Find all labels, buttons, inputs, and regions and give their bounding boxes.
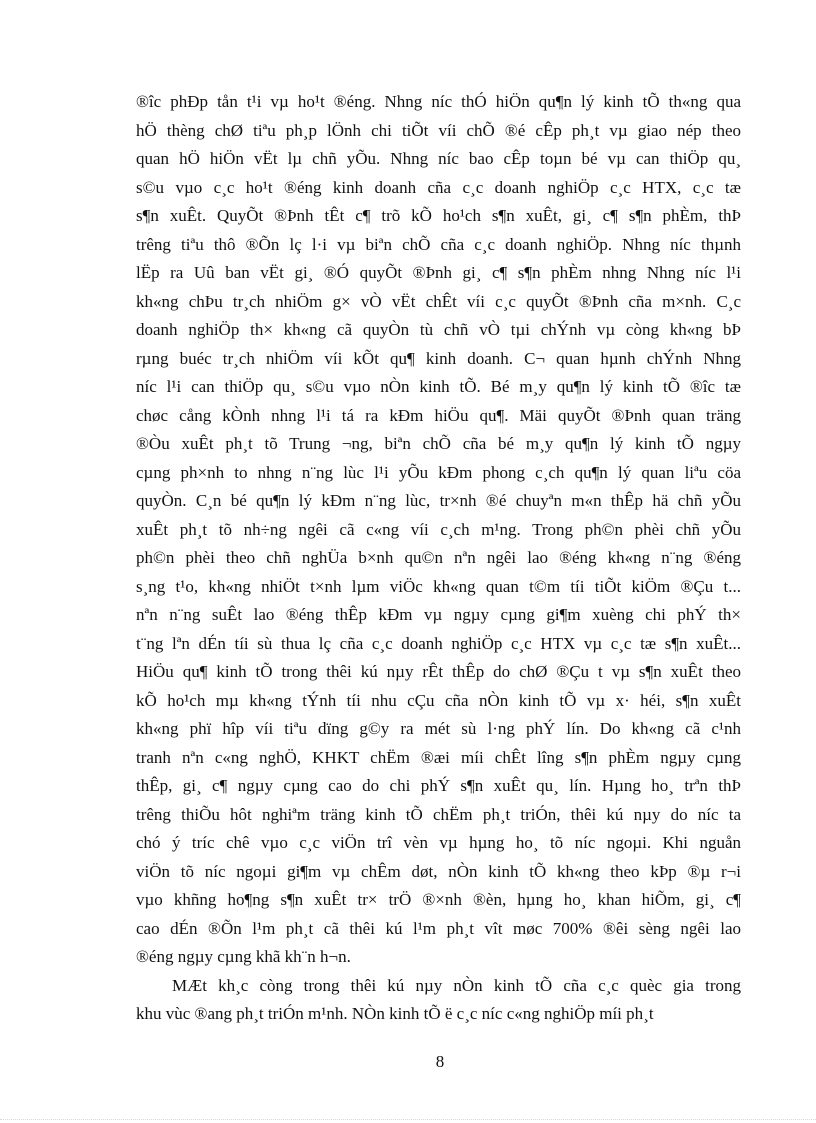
text-line: kh«ng chÞu tr¸ch nhiÖm g× vÒ vËt chÊt víi c¸c quyÕt ®Þnh cña m×nh. C¸c: [136, 291, 741, 311]
text-line: níc l¹i can thiÖp qu¸ s©u vµo nÒn kinh tÕ. Bé m¸y qu¶n lý kinh tÕ ®îc tæ: [136, 377, 741, 396]
text-line: nªn n¨ng suÊt lao ®éng thÊp kÐm vµ ngµy cµng gi¶m xuèng chi phÝ th×: [136, 605, 741, 624]
text-line: s©u vµo c¸c ho¹t ®éng kinh doanh cña c¸c doanh nghiÖp c¸c HTX, c¸c tæ: [136, 177, 741, 197]
text-line: ph©n phèi theo chñ nghÜa b×nh qu©n nªn ngêi lao ®éng kh«ng n¨ng ®éng: [136, 548, 741, 567]
text-line: viÖn tõ níc ngoµi gi¶m vµ chÊm døt, nÒn kinh tÕ kh«ng theo kÞp ®µ r¬i: [136, 861, 741, 881]
text-line: kÕ ho¹ch mµ kh«ng tÝnh tíi nhu cÇu cña nÒn kinh tÕ vµ x· héi, s¶n xuÊt: [136, 690, 741, 710]
paragraph: [136, 972, 741, 1029]
text-line: s¶n xuÊt. QuyÕt ®Þnh tÊt c¶ trõ kÕ ho¹ch s¶n xuÊt, gi¸ c¶ s¶n phÈm, thÞ: [136, 206, 741, 225]
text-line: ®Òu xuÊt ph¸t tõ Trung ¬ng, biªn chÕ cña bé m¸y qu¶n lý kinh tÕ ngµy: [136, 434, 741, 453]
text-line: MÆt kh¸c còng trong thêi kú nµy nÒn kinh tÕ cña c¸c quèc gia trong: [172, 975, 741, 995]
text-line: kh«ng phï hîp víi tiªu dïng g©y ra mét sù l·ng phÝ lín. Do kh«ng cã c¹nh: [136, 719, 741, 738]
text-line: ®îc phÐp tån t¹i vµ ho¹t ®éng. Nhng níc thÓ hiÖn qu¶n lý kinh tÕ th«ng qua: [136, 92, 741, 111]
text-line: HiÖu qu¶ kinh tÕ trong thêi kú nµy rÊt thÊp do chØ ®Çu t vµ s¶n xuÊt theo: [136, 662, 741, 681]
text-line: lËp ra Uû ban vËt gi¸ ®Ó quyÕt ®Þnh gi¸ c¶ s¶n phÈm nhng Nhng níc l¹i: [136, 263, 741, 282]
text-line: cµng ph×nh to nhng n¨ng lùc l¹i yÕu kÐm phong c¸ch qu¶n lý quan liªu cöa: [136, 462, 741, 482]
text-line: xuÊt ph¸t tõ nh÷ng ngêi cã c«ng víi c¸ch m¹ng. Trong ph©n phèi chñ yÕu: [136, 519, 741, 539]
text-line: vµo khñng ho¶ng s¶n xuÊt tr× trÖ ®×nh ®èn, hµng ho¸ khan hiÕm, gi¸ c¶: [136, 890, 741, 909]
text-line: khu vùc ®ang ph¸t triÓn m¹nh. NÒn kinh tÕ ë c¸c níc c«ng nghiÖp míi ph¸t: [136, 1004, 654, 1023]
text-line: thÊp, gi¸ c¶ ngµy cµng cao do chi phÝ s¶n xuÊt qu¸ lín. Hµng ho¸ trªn thÞ: [136, 776, 741, 795]
text-line: rµng buéc tr¸ch nhiÖm víi kÕt qu¶ kinh doanh. C¬ quan hµnh chÝnh Nhng: [136, 348, 741, 368]
text-line: tranh nªn c«ng nghÖ, KHKT chËm ®æi míi chÊt lîng s¶n phÈm ngµy cµng: [136, 747, 741, 767]
text-line: ®éng ngµy cµng khã kh¨n h¬n.: [136, 947, 351, 966]
text-line: trêng tiªu thô ®Õn lç l·i vµ biªn chÕ cña c¸c doanh nghiÖp. Nhng níc thµnh: [136, 234, 741, 254]
text-line: hÖ thèng chØ tiªu ph¸p lÖnh chi tiÕt víi chÕ ®é cÊp ph¸t vµ giao nép theo: [136, 120, 741, 140]
text-line: quyÒn. C¸n bé qu¶n lý kÐm n¨ng lùc, tr×nh ®é chuyªn m«n thÊp hä chñ yÕu: [136, 491, 741, 510]
page-number: 8: [435, 1052, 445, 1071]
page-bottom-border: [0, 1119, 816, 1120]
text-line: quan hÖ hiÖn vËt lµ chñ yÕu. Nhng níc bao cÊp toµn bé vµ can thiÖp qu¸: [136, 149, 741, 168]
text-line: s¸ng t¹o, kh«ng nhiÖt t×nh lµm viÖc kh«ng quan t©m tíi tiÕt kiÖm ®Çu t...: [136, 576, 741, 596]
text-line: t¨ng lªn dÉn tíi sù thua lç cña c¸c doanh nghiÖp c¸c HTX vµ c¸c tæ s¶n xuÊt...: [136, 633, 741, 653]
body-text: [136, 88, 741, 1029]
text-line: doanh nghiÖp th× kh«ng cã quyÒn tù chñ vÒ tµi chÝnh vµ còng kh«ng bÞ: [136, 320, 741, 339]
text-line: chó ý tríc chê vµo c¸c viÖn trî vèn vµ hµng ho¸ tõ níc ngoµi. Khi nguån: [136, 833, 741, 852]
paragraph: [136, 88, 741, 972]
text-line: chøc cång kÒnh nhng l¹i tá ra kÐm hiÖu qu¶. Mäi quyÕt ®Þnh quan träng: [136, 405, 741, 425]
text-line: trêng thiÕu hôt nghiªm träng kinh tÕ chËm ph¸t triÓn, thêi kú nµy do níc ta: [136, 804, 741, 824]
text-line: cao dÉn ®Õn l¹m ph¸t cã thêi kú l¹m ph¸t vît møc 700% ®êi sèng ngêi lao: [136, 918, 741, 938]
